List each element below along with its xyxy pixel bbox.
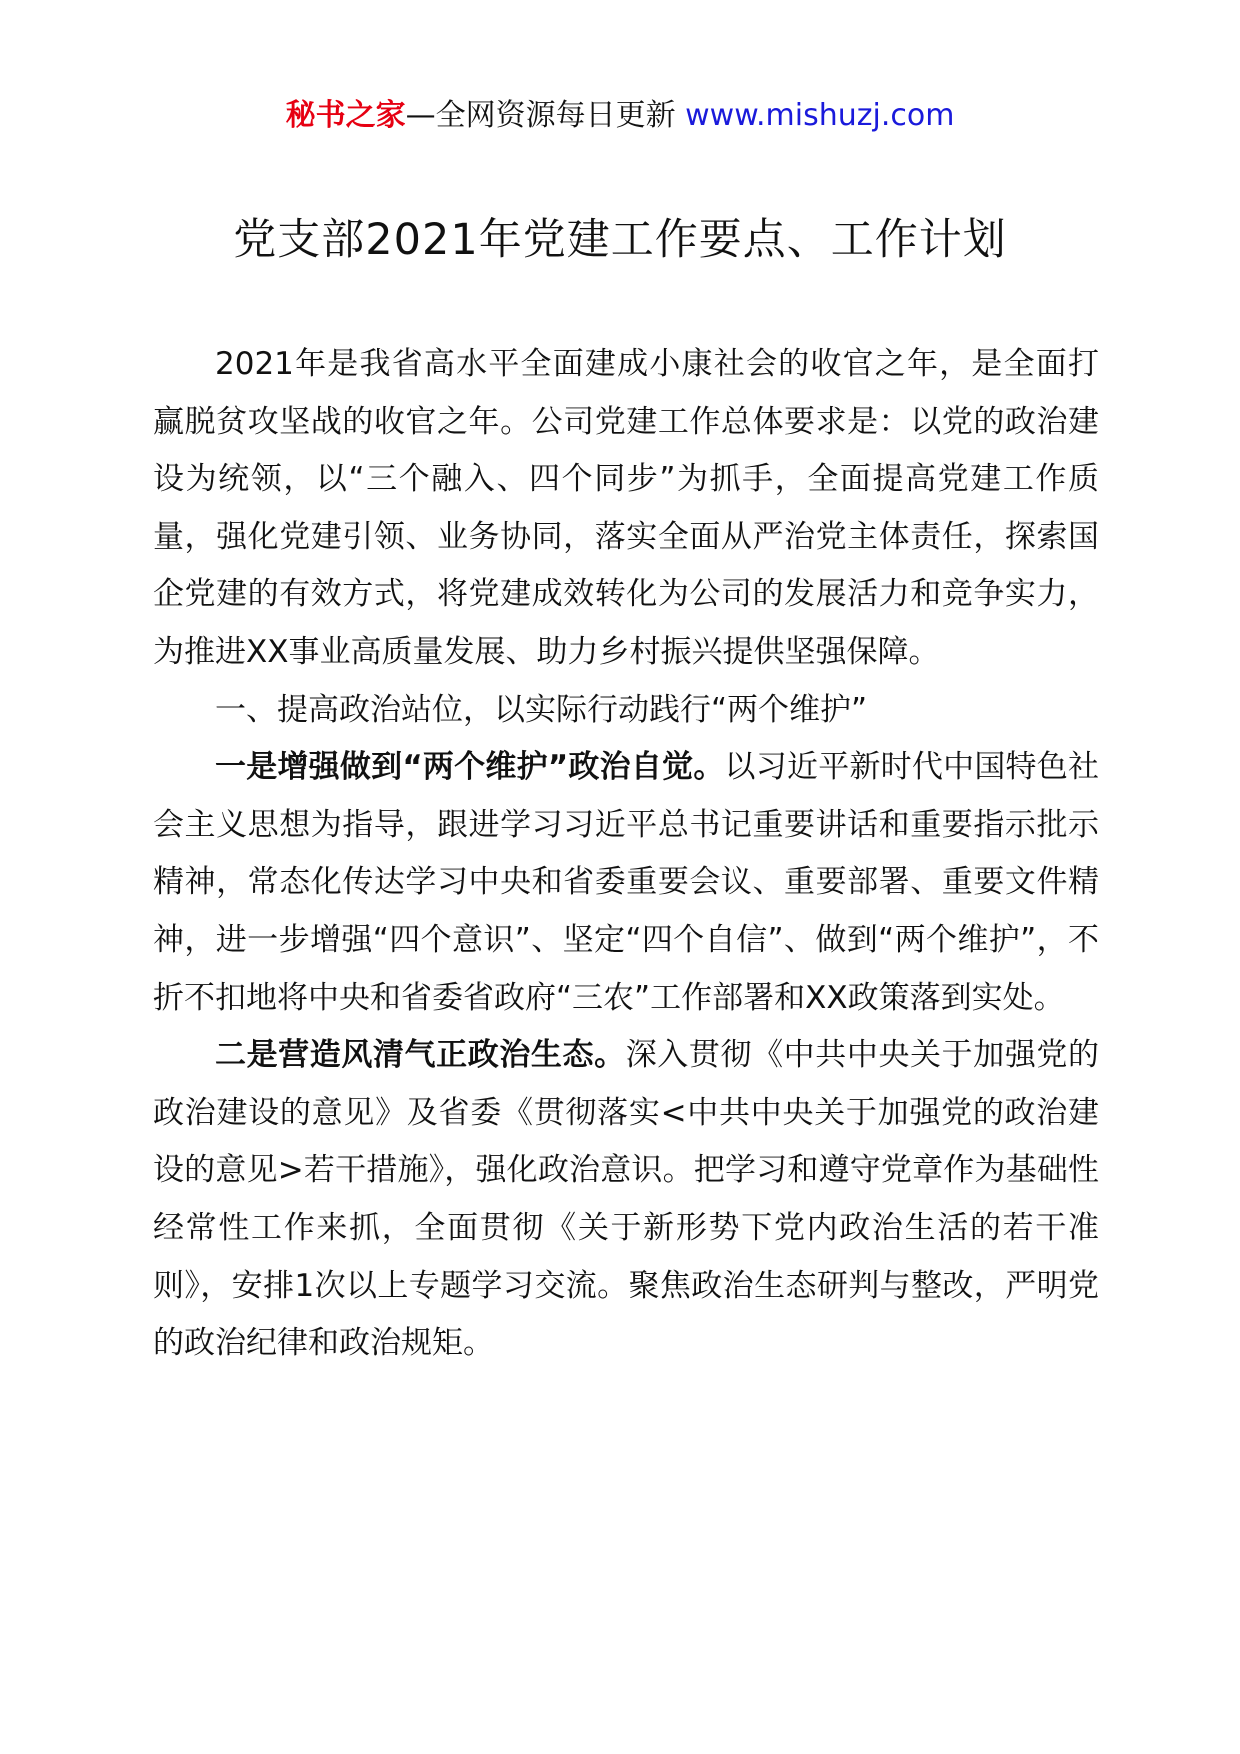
item-text-1: 以习近平新时代中国特色社会主义思想为指导，跟进学习习近平总书记重要讲话和重要指示批示精神，常态化传达学习中央和省委重要会议、重要部署、重要文件精神，进一步增强“四个意识”、坚定“四个自信”、做到“两个维护”，不折不扣地将中央和省委省政府“三农”工作部署和XX政策落到实处。 [153,749,1100,1016]
item-text-2: 深入贯彻《中共中央关于加强党的政治建设的意见》及省委《贯彻落实<中共中央关于加强党的政治建设的意见>若干措施》，强化政治意识。把学习和遵守党章作为基础性经常性工作来抓，全面贯彻《关于新形势下党内政治生活的若干准则》，安排1次以上专题学习交流。聚焦政治生态研判与整改，严明党的政治纪律和政治规矩。 [153,1037,1099,1362]
intro-paragraph: 2021年是我省高水平全面建成小康社会的收官之年，是全面打赢脱贫攻坚战的收官之年。公司党建工作总体要求是：以党的政治建设为统领，以“三个融入、四个同步”为抓手，全面提高党建工作质量，强化党建引领、业务协同，落实全面从严治党主体责任，探索国企党建的有效方式，将党建成效转化为公司的发展活力和竞争实力，为推进XX事业高质量发展、助力乡村振兴提供坚强保障。 [153,346,1099,670]
item-lead-1: 一是增强做到“两个维护”政治自觉。 [215,749,725,786]
site-url-link[interactable]: www.mishuzj.com [685,98,955,133]
document-body [153,336,1099,1373]
site-header [0,96,1240,136]
item-paragraph-1 [153,739,1099,1027]
site-brand: 秘书之家 [285,98,406,133]
site-tagline: —全网资源每日更新 [405,98,686,133]
document-title: 党支部2021年党建工作要点、工作计划 [233,215,1007,265]
item-lead-2: 二是营造风清气正政治生态。 [215,1037,626,1074]
item-paragraph-2 [153,1027,1099,1373]
section-heading: 一、提高政治站位，以实际行动践行“两个维护” [215,691,868,728]
